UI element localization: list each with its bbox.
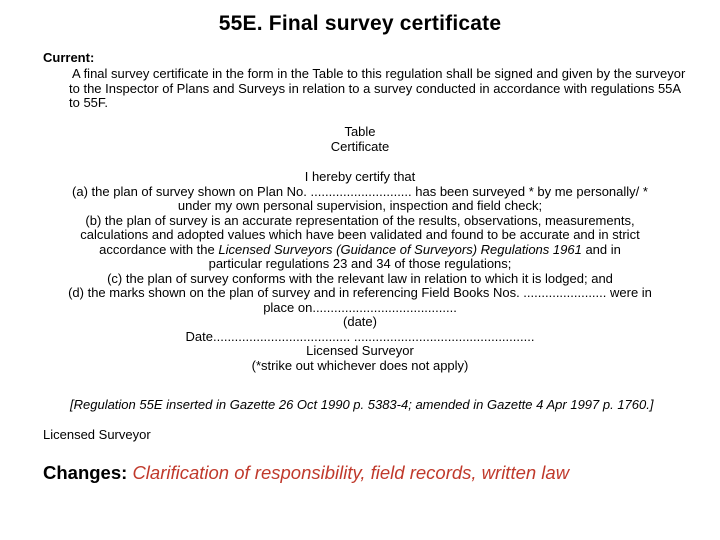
regulation-note: [Regulation 55E inserted in Gazette 26 Oct 1990 p. 5383-4; amended in Gazette 4 Apr 1997 p. 1760.]	[70, 397, 654, 412]
clause-b-line2: calculations and adopted values which have been validated and found to be accurate and in strict	[80, 227, 640, 242]
clause-b-line1: (b) the plan of survey is an accurate representation of the results, observations, measurements,	[85, 212, 635, 228]
changes-line	[43, 462, 569, 484]
clause-b-line3	[38, 243, 682, 258]
clause-b-line3-pre: accordance with the	[99, 241, 219, 257]
date-label: (date)	[343, 314, 377, 329]
table-heading-block	[38, 125, 682, 154]
clause-b-line3-post: and in	[581, 241, 621, 257]
current-paragraph	[69, 67, 689, 111]
table-subheading: Certificate	[330, 138, 390, 154]
clause-a-line1: (a) the plan of survey shown on Plan No. ............................ has been surveyed * by me personally/ *	[72, 183, 648, 199]
current-text: A final survey certificate in the form in the Table to this regulation shall be signed and given by the surveyor to the Inspector of Plans and Surveys in relation to a survey conducted in accordance with regulations 55A to 55F.	[69, 66, 686, 110]
certify-intro: I hereby certify that	[304, 169, 416, 184]
licensed-surveyor-footer: Licensed Surveyor	[43, 427, 151, 442]
clause-b-line4: particular regulations 23 and 34 of those regulations;	[208, 256, 512, 271]
current-label: Current:	[43, 50, 95, 65]
clause-d-line1: (d) the marks shown on the plan of survey and in referencing Field Books Nos. ....................... were in	[68, 285, 652, 300]
date-signature-line: Date...................................... ..................................................	[185, 328, 535, 344]
changes-label: Changes:	[43, 462, 128, 483]
changes-text: Clarification of responsibility, field records, written law	[132, 462, 570, 483]
page-title: 55E. Final survey certificate	[218, 12, 502, 35]
certificate-body	[38, 170, 682, 373]
clause-d-line2: place on........................................	[263, 299, 457, 315]
table-heading: Table	[344, 124, 376, 139]
strike-note: (*strike out whichever does not apply)	[251, 357, 469, 373]
clause-c-line: (c) the plan of survey conforms with the relevant law in relation to which it is lodged; and	[107, 270, 613, 286]
clause-a-line2: under my own personal supervision, inspection and field check;	[177, 198, 543, 213]
regulations-title: Licensed Surveyors (Guidance of Surveyors) Regulations 1961	[218, 241, 582, 257]
signature-label: Licensed Surveyor	[306, 343, 414, 358]
